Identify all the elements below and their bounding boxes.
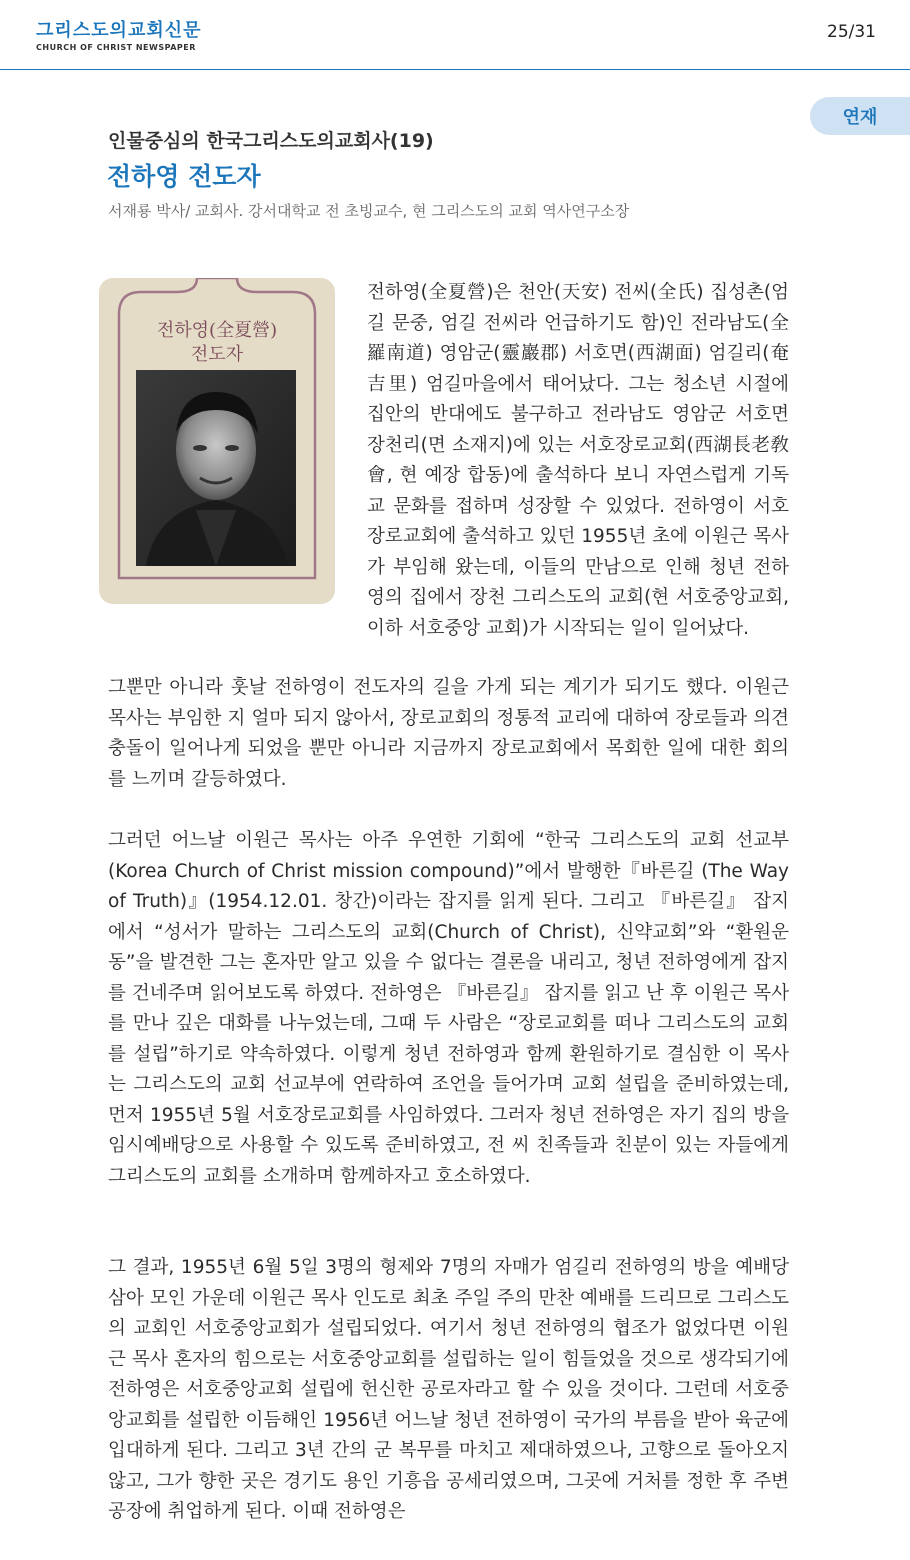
masthead-title: 그리스도의교회신문	[36, 20, 202, 41]
paragraph-intro	[367, 278, 789, 644]
masthead	[36, 20, 202, 52]
article-title: 전하영 전도자	[107, 162, 261, 191]
portrait-card	[99, 278, 335, 604]
page-number: 25/31	[827, 22, 876, 42]
portrait-caption-name: 전하영(全夏營)	[156, 320, 278, 341]
paragraph-intro-text: 전하영(全夏營)은 천안(天安) 전씨(全氏) 집성촌(엄길 문중, 엄길 전씨라 언급하기도 함)인 전라남도(全羅南道) 영암군(靈巖郡) 서호면(西湖面) 엄길리(奄吉里) 엄길마을에서 태어났다. 그는 청소년 시절에 집안의 반대에도 불구하고 전라남도 영암군 서호면 장천리(면 소재지)에 있는 서호장로교회(西湖長老敎會, 현 예장 합동)에 출석하다 보니 자연스럽게 기독교 문화를 접하며 성장할 수 있었다. 전하영이 서호장로교회에 출석하고 있던 1955년 초에 이원근 목사가 부임해 왔는데, 이들의 만남으로 인해 청년 전하영의 집에서 장천 그리스도의 교회(현 서호중앙교회, 이하 서호중앙 교회)가 시작되는 일이 일어났다.	[367, 282, 789, 639]
paragraph-2	[108, 826, 789, 1192]
series-title: 인물중심의 한국그리스도의교회사(19)	[108, 130, 434, 152]
paragraph-1-text: 그뿐만 아니라 훗날 전하영이 전도자의 길을 가게 되는 계기가 되기도 했다. 이원근 목사는 부임한 지 얼마 되지 않아서, 장로교회의 정통적 교리에 대하여 장로들과 의견충돌이 일어나게 되었을 뿐만 아니라 지금까지 장로교회에서 목회한 일에 대한 회의를 느끼며 갈등하였다.	[108, 677, 789, 790]
header-divider	[0, 69, 910, 70]
portrait-caption-title: 전도자	[190, 344, 244, 365]
paragraph-1	[108, 673, 789, 795]
portrait-photo	[136, 370, 296, 566]
paragraph-3	[108, 1253, 789, 1528]
paragraph-3-text: 그 결과, 1955년 6월 5일 3명의 형제와 7명의 자매가 엄길리 전하영의 방을 예배당 삼아 모인 가운데 이원근 목사 인도로 최초 주일 주의 만찬 예배를 드리므로 그리스도의 교회인 서호중앙교회가 설립되었다. 여기서 청년 전하영의 협조가 없었다면 이원근 목사 혼자의 힘으로는 서호중앙교회를 설립하는 일이 힘들었을 것으로 생각되기에 전하영은 서호중앙교회 설립에 헌신한 공로자라고 할 수 있을 것이다. 그런데 서호중앙교회를 설립한 이듬해인 1956년 어느날 청년 전하영이 국가의 부름을 받아 육군에 입대하게 된다. 그리고 3년 간의 군 복무를 마치고 제대하였으나, 고향으로 돌아오지 않고, 그가 향한 곳은 경기도 용인 기흥읍 공세리였으며, 그곳에 거처를 정한 후 주변 공장에 취업하게 된다. 이때 전하영은	[108, 1257, 789, 1522]
masthead-subtitle: CHURCH OF CHRIST NEWSPAPER	[36, 43, 196, 52]
section-tag: 연재	[810, 97, 910, 135]
article-byline: 서재룡 박사/ 교회사. 강서대학교 전 초빙교수, 현 그리스도의 교회 역사연구소장	[108, 202, 630, 220]
paragraph-2-text: 그러던 어느날 이원근 목사는 아주 우연한 기회에 “한국 그리스도의 교회 선교부(Korea Church of Christ mission compound)”에서 발행한『바른길 (The Way of Truth)』(1954.12.01. 창간)이라는 잡지를 읽게 된다. 그리고 『바른길』 잡지에서 “성서가 말하는 그리스도의 교회(Church of Christ), 신약교회”와 “환원운동”을 발견한 그는 혼자만 알고 있을 수 없다는 결론을 내리고, 청년 전하영에게 잡지를 건네주며 읽어보도록 하였다. 전하영은 『바른길』 잡지를 읽고 난 후 이원근 목사를 만나 깊은 대화를 나누었는데, 그때 두 사람은 “장로교회를 떠나 그리스도의 교회를 설립”하기로 약속하였다. 이렇게 청년 전하영과 함께 환원하기로 결심한 이 목사는 그리스도의 교회 선교부에 연락하여 조언을 들어가며 교회 설립을 준비하였는데, 먼저 1955년 5월 서호장로교회를 사임하였다. 그러자 청년 전하영은 자기 집의 방을 임시예배당으로 사용할 수 있도록 준비하였고, 전 씨 친족들과 친분이 있는 자들에게 그리스도의 교회를 소개하며 함께하자고 호소하였다.	[108, 830, 789, 1187]
